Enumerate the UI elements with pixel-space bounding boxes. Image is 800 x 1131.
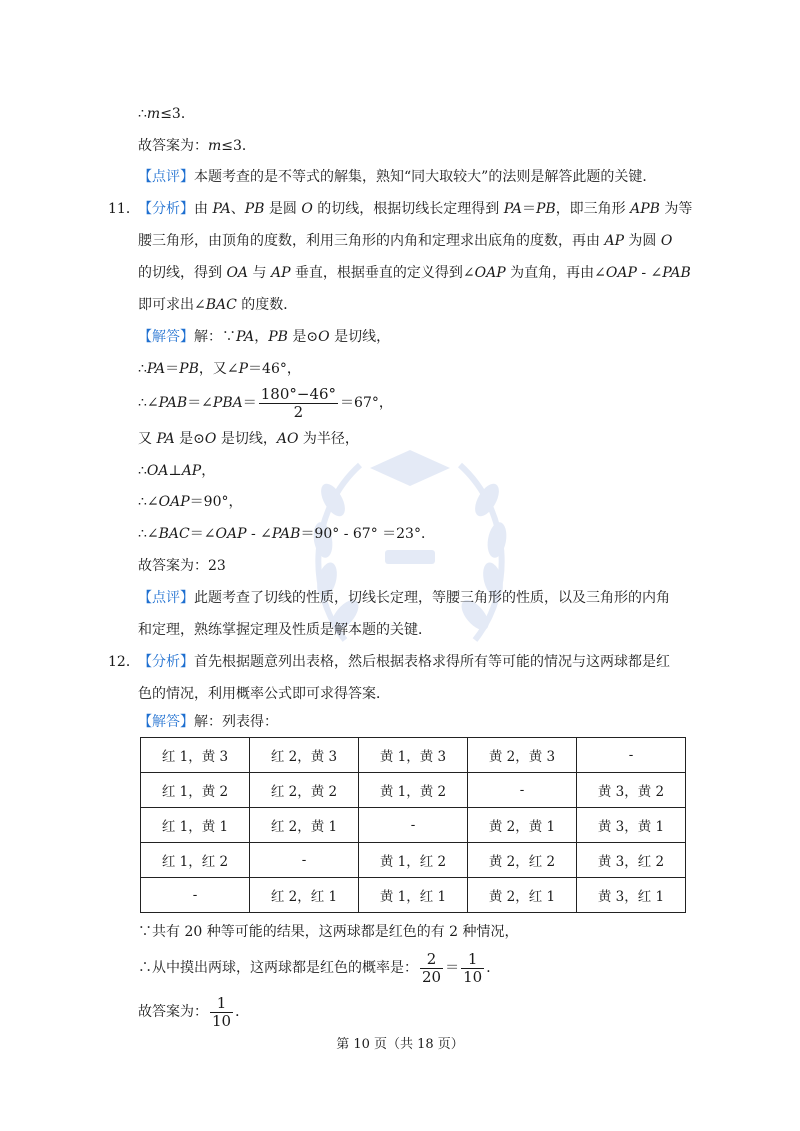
table-cell: 黄 2，黄 1 bbox=[468, 808, 577, 843]
table-cell: 红 2，黄 2 bbox=[250, 773, 359, 808]
solution-tag: 【解答】 bbox=[138, 329, 194, 345]
analysis-tag: 【分析】 bbox=[138, 201, 194, 217]
solution-tag: 【解答】 bbox=[138, 714, 194, 730]
table-cell: 黄 2，红 2 bbox=[468, 843, 577, 878]
table-row bbox=[141, 878, 686, 913]
table-cell: 黄 1，红 1 bbox=[359, 878, 468, 913]
answer-line: 故答案为：23 bbox=[138, 558, 226, 574]
fraction: $\frac{1}{10}$ bbox=[463, 949, 483, 986]
review-tag: 【点评】 bbox=[138, 169, 194, 185]
page-footer: 第 10 页（共 18 页） bbox=[336, 1037, 464, 1052]
solution-line: 又 PA 是⊙O 是切线，AO 为半径， bbox=[138, 431, 359, 447]
solution-line: ∴∠OAP＝90°， bbox=[138, 494, 243, 510]
table-cell: 黄 2，黄 3 bbox=[468, 738, 577, 773]
answer-line: 故答案为： $\frac{1}{10}$ ． bbox=[138, 993, 250, 1030]
solution-line: ∴∠BAC＝∠OAP - ∠PAB＝90° - 67° ＝23°． bbox=[138, 526, 435, 542]
question-number: 12． bbox=[108, 654, 140, 670]
analysis-line: 腰三角形，由顶角的度数，利用三角形的内角和定理求出底角的度数，再由 AP 为圆 O bbox=[138, 233, 673, 249]
analysis-line: 色的情况，利用概率公式即可求得答案． bbox=[138, 686, 390, 702]
solution-line: ∵共有 20 种等可能的结果，这两球都是红色的有 2 种情况， bbox=[138, 924, 519, 940]
table-cell: - bbox=[141, 878, 250, 913]
table-cell: - bbox=[359, 808, 468, 843]
table-cell: - bbox=[468, 773, 577, 808]
table-cell: 黄 1，黄 2 bbox=[359, 773, 468, 808]
table-row bbox=[141, 843, 686, 878]
table-cell: - bbox=[250, 843, 359, 878]
table-row bbox=[141, 738, 686, 773]
fraction: $\frac{180^\circ-46^\circ}{2}$ bbox=[260, 384, 337, 421]
table-cell: 黄 1，黄 3 bbox=[359, 738, 468, 773]
outcome-table bbox=[140, 737, 686, 913]
table-cell: 红 2，黄 3 bbox=[250, 738, 359, 773]
fraction: $\frac{1}{10}$ bbox=[212, 993, 232, 1030]
table-cell: 红 1，红 2 bbox=[141, 843, 250, 878]
solution-line: ∴从中摸出两球，这两球都是红色的概率是： $\frac{2}{20}$ ＝ $\frac{1}{10}$ ． bbox=[138, 949, 501, 986]
table-cell: 黄 3，红 1 bbox=[577, 878, 686, 913]
text-line: 故答案为：m≤3． bbox=[138, 138, 256, 154]
review-line: 【点评】此题考查了切线的性质，切线长定理，等腰三角形的性质，以及三角形的内角 bbox=[138, 590, 670, 606]
analysis-tag: 【分析】 bbox=[138, 654, 194, 670]
table-cell: 红 2，黄 1 bbox=[250, 808, 359, 843]
table-cell: 黄 1，红 2 bbox=[359, 843, 468, 878]
analysis-line: 的切线，得到 OA 与 AP 垂直，根据垂直的定义得到∠OAP 为直角，再由∠OAP - ∠PAB bbox=[138, 265, 691, 281]
solution-line: ∴OA⊥AP， bbox=[138, 463, 216, 479]
table-cell: 红 2，红 1 bbox=[250, 878, 359, 913]
review-line: 和定理，熟练掌握定理及性质是解本题的关键． bbox=[138, 622, 432, 638]
table-cell: - bbox=[577, 738, 686, 773]
table-cell: 黄 3，红 2 bbox=[577, 843, 686, 878]
question-number: 11． bbox=[108, 201, 140, 217]
analysis-line: 【分析】首先根据题意列出表格，然后根据表格求得所有等可能的情况与这两球都是红 bbox=[138, 654, 670, 670]
table-row bbox=[141, 773, 686, 808]
table-cell: 黄 2，红 1 bbox=[468, 878, 577, 913]
solution-line: 【解答】解：列表得： bbox=[138, 714, 278, 730]
solution-line: 【解答】解：∵PA，PB 是⊙O 是切线， bbox=[138, 329, 391, 345]
text-line: ∴m≤3． bbox=[138, 106, 195, 122]
review-line: 【点评】本题考查的是不等式的解集，熟知“同大取较大”的法则是解答此题的关键． bbox=[138, 169, 657, 185]
table-cell: 红 1，黄 2 bbox=[141, 773, 250, 808]
solution-line: ∴∠PAB＝∠PBA＝ $\frac{180^\circ-46^\circ}{2}$ ＝67°， bbox=[138, 384, 393, 421]
table-cell: 黄 3，黄 1 bbox=[577, 808, 686, 843]
table-cell: 黄 3，黄 2 bbox=[577, 773, 686, 808]
fraction: $\frac{2}{20}$ bbox=[422, 949, 442, 986]
table-cell: 红 1，黄 1 bbox=[141, 808, 250, 843]
analysis-line: 【分析】由 PA、PB 是圆 O 的切线，根据切线长定理得到 PA＝PB，即三角形 APB 为等 bbox=[138, 201, 693, 217]
solution-line: ∴PA＝PB，又∠P＝46°， bbox=[138, 361, 301, 377]
table-row bbox=[141, 808, 686, 843]
review-tag: 【点评】 bbox=[138, 590, 194, 606]
analysis-line: 即可求出∠BAC 的度数． bbox=[138, 297, 298, 313]
table-cell: 红 1，黄 3 bbox=[141, 738, 250, 773]
